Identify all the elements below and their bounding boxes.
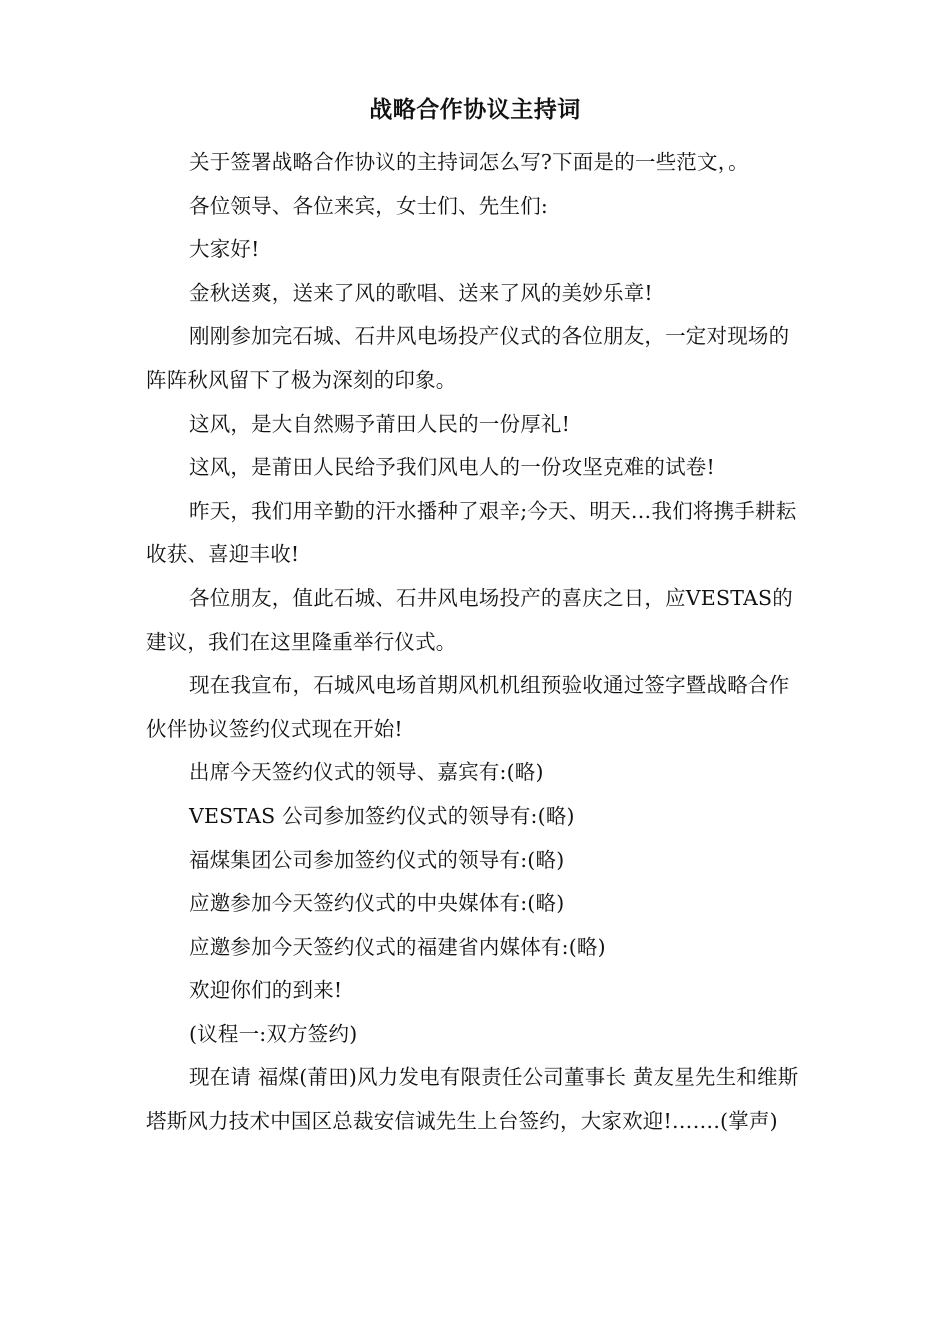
paragraph-guests: 出席今天签约仪式的领导、嘉宾有:(略) (189, 760, 544, 785)
paragraph-announcement: 现在我宣布，石城风电场首期风机机组预验收通过签字暨战略合作伙伴协议签约仪式现在开始! (146, 673, 790, 741)
paragraph-fujian-media: 应邀参加今天签约仪式的福建省内媒体有:(略) (189, 934, 606, 959)
paragraph-signing-invitation: 现在请 福煤(莆田)风力发电有限责任公司董事长 黄友星先生和维斯塔斯风力技术中国区总裁安信诚先生上台签约，大家欢迎!…….(掌声) (146, 1065, 799, 1134)
paragraph-fumei-leaders: 福煤集团公司参加签约仪式的领导有:(略) (189, 847, 565, 872)
document-body (146, 141, 806, 1144)
paragraph-intro: 关于签署战略合作协议的主持词怎么写?下面是的一些范文，。 (189, 150, 749, 174)
paragraph-agenda-one: (议程一:双方签约) (189, 1021, 358, 1046)
paragraph-wind-gift: 这风，是大自然赐予莆田人民的一份厚礼! (189, 411, 571, 436)
paragraph-yesterday: 昨天，我们用辛勤的汗水播种了艰辛;今天、明天…我们将携手耕耘收获、喜迎丰收! (146, 498, 797, 567)
paragraph-wind-test: 这风，是莆田人民给予我们风电人的一份攻坚克难的试卷! (189, 455, 715, 480)
document-title: 战略合作协议主持词 (369, 97, 581, 123)
paragraph-central-media: 应邀参加今天签约仪式的中央媒体有:(略) (189, 891, 565, 916)
paragraph-hello: 大家好! (189, 237, 260, 262)
paragraph-ceremony-friends: 刚刚参加完石城、石井风电场投产仪式的各位朋友，一定对现场的阵阵秋风留下了极为深刻的印象。 (146, 324, 790, 392)
paragraph-vestas-leaders: VESTAS 公司参加签约仪式的领导有:(略) (189, 803, 575, 828)
paragraph-autumn: 金秋送爽，送来了风的歌唱、送来了风的美妙乐章! (189, 280, 653, 305)
paragraph-welcome: 欢迎你们的到来! (189, 978, 343, 1003)
paragraph-vestas-suggestion: 各位朋友，值此石城、石井风电场投产的喜庆之日，应VESTAS的建议，我们在这里隆重举行仪式。 (146, 585, 793, 654)
paragraph-greeting: 各位领导、各位来宾，女士们、先生们: (189, 193, 549, 218)
